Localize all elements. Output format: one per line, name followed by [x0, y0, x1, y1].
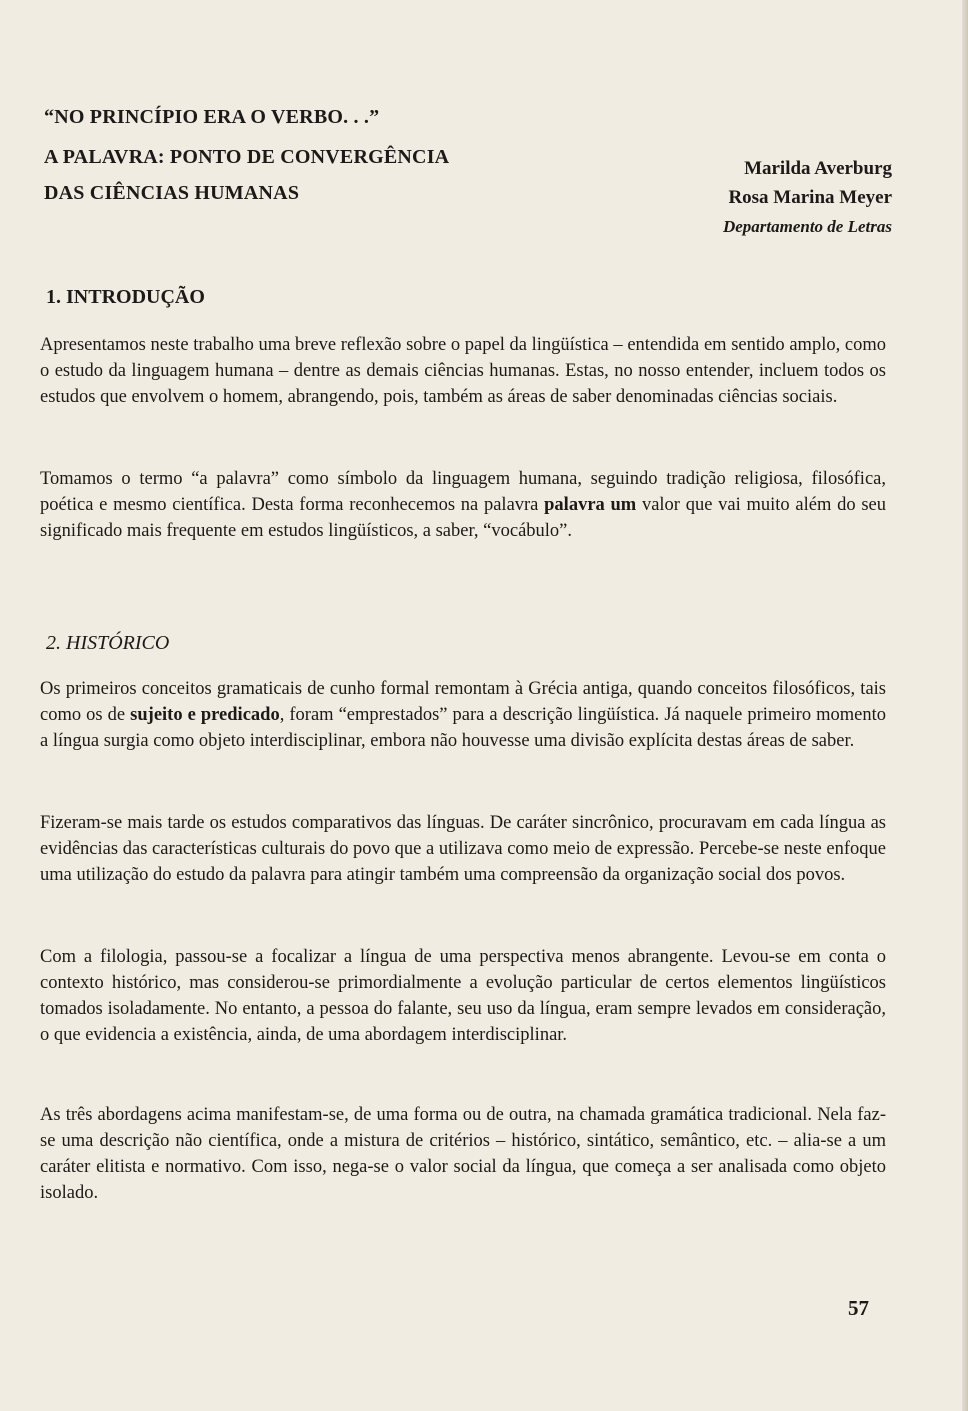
author-name-1: Marilda Averburg — [744, 158, 892, 179]
text-span: , foram “emprestados” para a descrição lingüística. Já naquele primeiro momento a língua surgia como objeto interdisciplinar, embora não houvesse uma divisão explícita destas áreas de saber. — [40, 705, 886, 751]
article-title-line-2: A PALAVRA: PONTO DE CONVERGÊNCIA — [44, 146, 450, 168]
text-span: Tomamos o termo “a palavra” como símbolo da linguagem humana, seguindo tradição religiosa, filosófica, poética e mesmo científica. Desta forma reconhecemos na palavra — [40, 469, 886, 515]
text-span: valor que vai muito além do seu significado mais frequente em estudos lingüísticos, a saber, “vocábulo”. — [40, 495, 886, 541]
paragraph-historico-2: Fizeram-se mais tarde os estudos comparativos das línguas. De caráter sincrônico, procuravam em cada língua as evidências das características culturais do povo que a utilizava como meio de expressão. Percebe-se neste enfoque uma utilização do estudo da palavra para atingir também uma compreensão da organização social dos povos. — [40, 813, 886, 885]
author-block — [723, 154, 892, 241]
bold-term: sujeito e predicado — [130, 705, 280, 725]
article-title-line-1: “NO PRINCÍPIO ERA O VERBO. . .” — [44, 106, 380, 128]
author-name-2: Rosa Marina Meyer — [728, 187, 892, 208]
section-heading-historico: 2. HISTÓRICO — [46, 632, 170, 654]
section-heading-introducao: 1. INTRODUÇÃO — [46, 286, 205, 308]
page-edge-shadow — [962, 0, 968, 1411]
article-title-line-3: DAS CIÊNCIAS HUMANAS — [44, 182, 300, 204]
paragraph-intro-1: Apresentamos neste trabalho uma breve reflexão sobre o papel da lingüística – entendida em sentido amplo, como o estudo da linguagem humana – dentre as demais ciências humanas. Estas, no nosso entender, incluem todos os estudos que envolvem o homem, abrangendo, pois, também as áreas de saber denominadas ciências sociais. — [40, 335, 886, 407]
paragraph-historico-3: Com a filologia, passou-se a focalizar a língua de uma perspectiva menos abrangente. Levou-se em conta o contexto histórico, mas considerou-se primordialmente a evolução particular de certos elementos lingüísticos tomados isoladamente. No entanto, a pessoa do falante, seu uso da língua, eram sempre levados em consideração, o que evidencia a existência, ainda, de uma abordagem interdisciplinar. — [40, 947, 886, 1045]
paragraph-historico-4: As três abordagens acima manifestam-se, de uma forma ou de outra, na chamada gramática tradicional. Nela faz-se uma descrição não científica, onde a mistura de critérios – histórico, sintático, semântico, etc. – alia-se a um caráter elitista e normativo. Com isso, nega-se o valor social da língua, que começa a ser analisada como objeto isolado. — [40, 1105, 886, 1203]
bold-term: palavra um — [544, 495, 637, 515]
text-span: Os primeiros conceitos gramaticais de cunho formal remontam à Grécia antiga, quando conceitos filosóficos, tais como os de — [40, 679, 886, 725]
author-department: Departamento de Letras — [722, 217, 892, 236]
paragraph-historico-1 — [40, 676, 886, 754]
paragraph-intro-2 — [40, 466, 886, 544]
page-number: 57 — [848, 1296, 869, 1320]
